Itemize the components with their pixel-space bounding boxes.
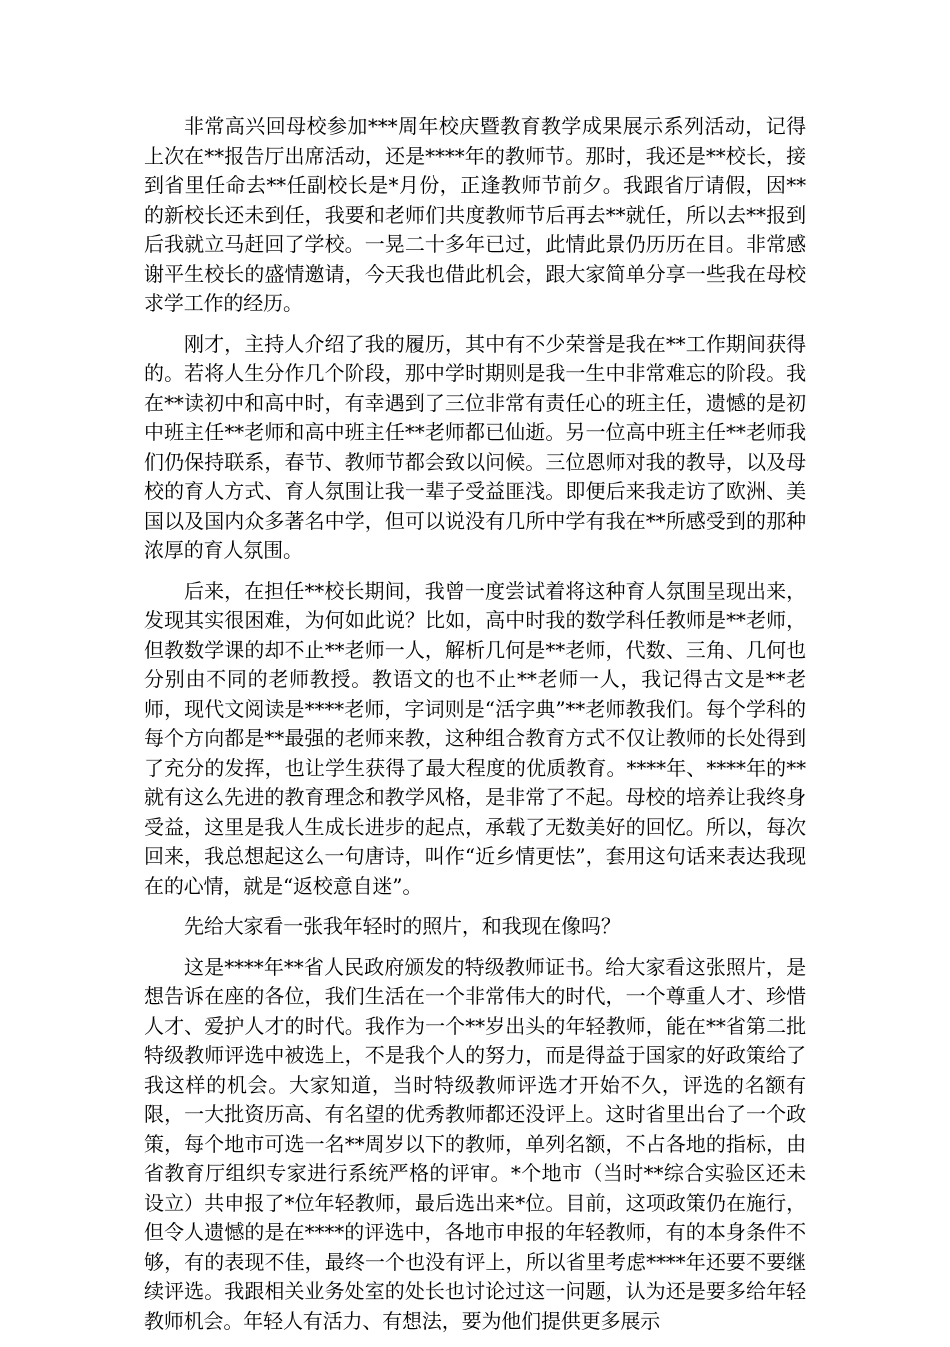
paragraph-2: 刚才，主持人介绍了我的履历，其中有不少荣誉是我在**工作期间获得的。若将人生分作几个阶段，那中学时期则是我一生中非常难忘的阶段。我在**读初中和高中时，有幸遇到了三位非常有责任心的班主任，遗憾的是初中班主任**老师和高中班主任**老师都已仙逝。另一位高中班主任**老师我们仍保持联系，春节、教师节都会致以问候。三位恩师对我的教导，以及母校的育人方式、育人氛围让我一辈子受益匪浅。即便后来我走访了欧洲、美国以及国内众多著名中学，但可以说没有几所中学有我在**所感受到的那种浓厚的育人氛围。: [144, 331, 806, 562]
paragraph-4: 先给大家看一张我年轻时的照片，和我现在像吗？: [184, 914, 621, 938]
document-page: [144, 112, 806, 1347]
paragraph-1: 非常高兴回母校参加***周年校庆暨教育教学成果展示系列活动，记得上次在**报告厅出席活动，还是****年的教师节。那时，我还是**校长，接到省里任命去**任副校长是*月份，正逢教师节前夕。我跟省厅请假，因**的新校长还未到任，我要和老师们共度教师节后再去**就任，所以去**报到后我就立马赶回了学校。一晃二十多年已过，此情此景仍历历在目。非常感谢平生校长的盛情邀请，今天我也借此机会，跟大家简单分享一些我在母校求学工作的经历。: [144, 114, 806, 315]
paragraph-3: 后来，在担任**校长期间，我曾一度尝试着将这种育人氛围呈现出来，发现其实很困难，为何如此说？比如，高中时我的数学科任教师是**老师，但教数学课的却不止**老师一人，解析几何是**老师，代数、三角、几何也分别由不同的老师教授。教语文的也不止**老师一人，我记得古文是**老师，现代文阅读是****老师，字词则是“活字典”**老师教我们。每个学科的每个方向都是**最强的老师来教，这种组合教育方式不仅让教师的长处得到了充分的发挥，也让学生获得了最大程度的优质教育。****年、****年的**就有这么先进的教育理念和教学风格，是非常了不起。母校的培养让我终身受益，这里是我人生成长进步的起点，承载了无数美好的回忆。所以，每次回来，我总想起这么一句唐诗，叫作“近乡情更怯”，套用这句话来表达我现在的心情，就是“返校意自迷”。: [144, 578, 806, 898]
paragraph-5: 这是****年**省人民政府颁发的特级教师证书。给大家看这张照片，是想告诉在座的各位，我们生活在一个非常伟大的时代，一个尊重人才、珍惜人才、爱护人才的时代。我作为一个**岁出头的年轻教师，能在**省第二批特级教师评选中被选上，不是我个人的努力，而是得益于国家的好政策给了我这样的机会。大家知道，当时特级教师评选才开始不久，评选的名额有限，一大批资历高、有名望的优秀教师都还没评上。这时省里出台了一个政策，每个地市可选一名**周岁以下的教师，单列名额，不占各地的指标，由省教育厅组织专家进行系统严格的评审。*个地市（当时**综合实验区还未设立）共申报了*位年轻教师，最后选出来*位。目前，这项政策仍在施行，但令人遗憾的是在****的评选中，各地市申报的年轻教师，有的本身条件不够，有的表现不佳，最终一个也没有评上，所以省里考虑****年还要不要继续评选。我跟相关业务处室的处长也讨论过这一问题，认为还是要多给年轻教师机会。年轻人有活力、有想法，要为他们提供更多展示: [144, 954, 806, 1333]
